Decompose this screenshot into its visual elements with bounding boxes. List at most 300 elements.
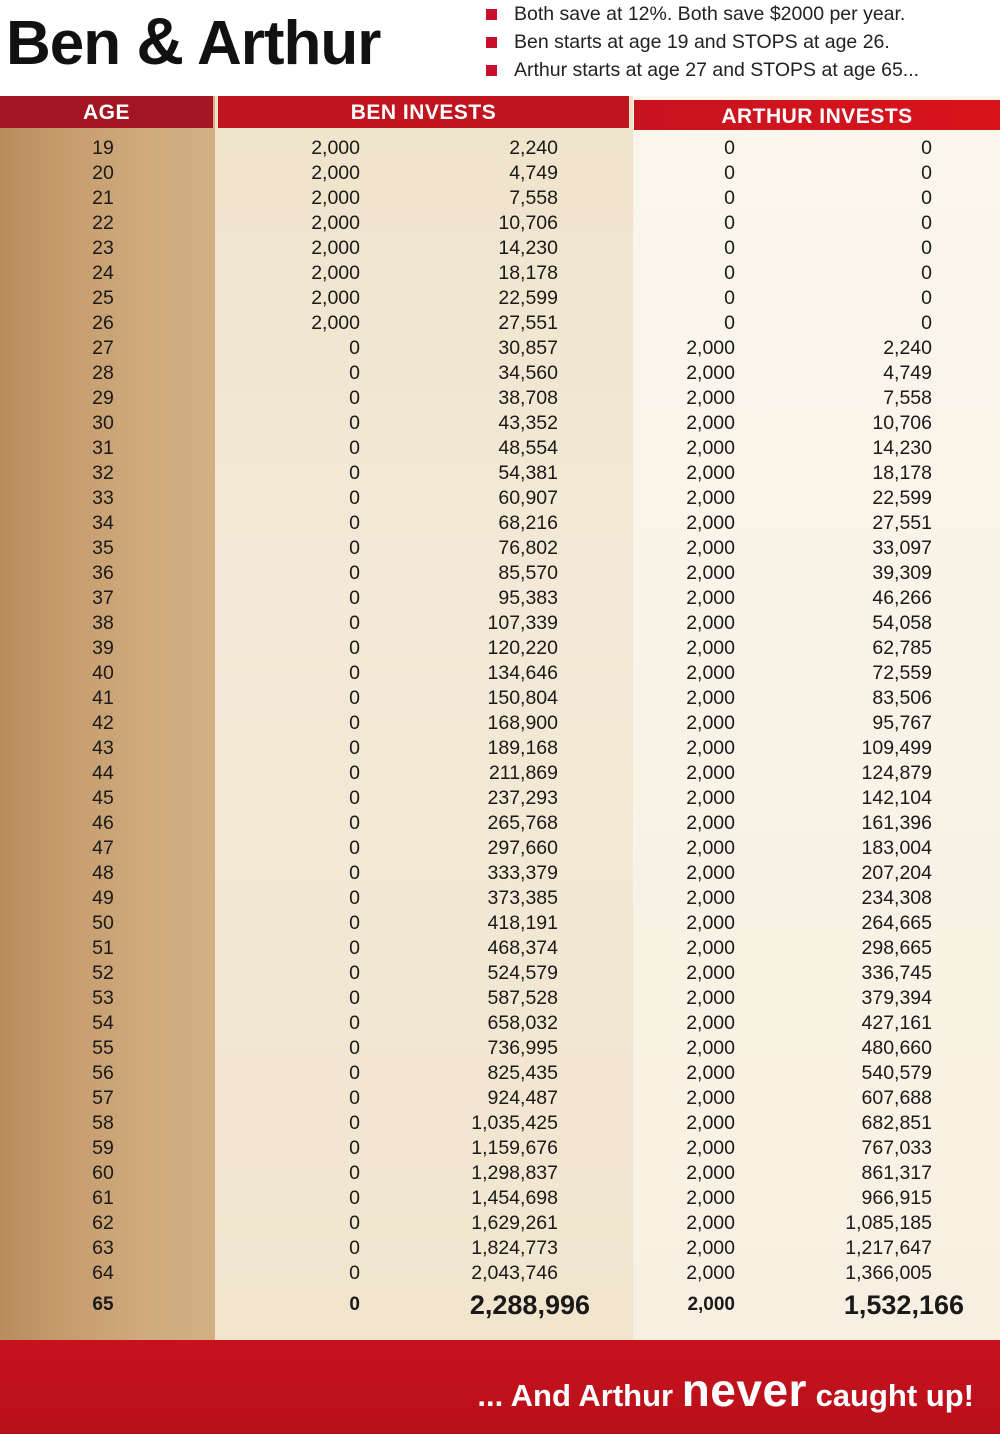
table-row: [0, 661, 1000, 686]
age-cell: 20: [92, 162, 114, 184]
bullet-item: [482, 2, 997, 30]
arthur-invest-cell: 2,000: [686, 1137, 735, 1159]
arthur-invest-cell: 2,000: [686, 487, 735, 509]
age-cell: 61: [92, 1187, 114, 1209]
arthur-total-cell: 298,665: [861, 937, 932, 959]
ben-total-cell: 38,708: [498, 387, 558, 409]
age-cell: 51: [92, 937, 114, 959]
arthur-invest-cell: 2,000: [686, 612, 735, 634]
investment-table: [0, 96, 1000, 1340]
arthur-total-cell: 83,506: [872, 687, 932, 709]
age-cell: 25: [92, 287, 114, 309]
ben-invest-cell: 0: [349, 612, 360, 634]
table-row: [0, 361, 1000, 386]
arthur-invest-cell: 2,000: [686, 1112, 735, 1134]
arthur-total-cell: 480,660: [861, 1037, 932, 1059]
ben-invest-cell: 2,000: [311, 212, 360, 234]
age-cell: 40: [92, 662, 114, 684]
table-row: [0, 1186, 1000, 1211]
bullet-text: Arthur starts at age 27 and STOPS at age 65...: [514, 59, 920, 81]
ben-total-cell: 34,560: [498, 362, 558, 384]
table-row: [0, 1136, 1000, 1161]
ben-invest-cell: 0: [349, 1062, 360, 1084]
table-row: [0, 211, 1000, 236]
table-row: [0, 436, 1000, 461]
table-row: [0, 961, 1000, 986]
age-cell: 47: [92, 837, 114, 859]
arthur-total-cell: 46,266: [872, 587, 932, 609]
ben-total-cell: 333,379: [487, 862, 558, 884]
footer-text-start: ... And Arthur: [477, 1378, 682, 1413]
ben-invest-cell: 0: [349, 387, 360, 409]
arthur-total-cell: 72,559: [872, 662, 932, 684]
ben-invest-cell: 0: [349, 962, 360, 984]
arthur-total-cell: 264,665: [861, 912, 932, 934]
age-cell: 21: [92, 187, 114, 209]
age-cell: 50: [92, 912, 114, 934]
ben-invest-cell: 0: [349, 462, 360, 484]
bullet-item: [482, 58, 997, 86]
bullet-item: [482, 30, 997, 58]
age-cell: 46: [92, 812, 114, 834]
ben-total-cell: 2,240: [509, 137, 558, 159]
ben-total-cell: 120,220: [487, 637, 558, 659]
ben-invest-cell: 0: [349, 1212, 360, 1234]
arthur-invest-cell: 2,000: [686, 562, 735, 584]
ben-invest-cell: 0: [349, 912, 360, 934]
table-row: [0, 536, 1000, 561]
ben-total-cell: 4,749: [509, 162, 558, 184]
arthur-total-cell: 379,394: [861, 987, 932, 1009]
ben-column-header: BEN INVESTS: [218, 96, 629, 128]
ben-total-cell: 1,298,837: [471, 1162, 558, 1184]
ben-invest-cell: 0: [349, 1012, 360, 1034]
age-cell: 27: [92, 337, 114, 359]
table-row: [0, 511, 1000, 536]
ben-total-cell: 85,570: [498, 562, 558, 584]
age-cell: 33: [92, 487, 114, 509]
bullet-text: Both save at 12%. Both save $2000 per year.: [514, 3, 906, 25]
ben-invest-cell: 0: [349, 712, 360, 734]
ben-total-cell: 211,869: [488, 762, 558, 784]
ben-invest-cell: 0: [349, 687, 360, 709]
arthur-invest-cell: 2,000: [686, 1162, 735, 1184]
ben-total-cell: 373,385: [487, 887, 558, 909]
ben-total-cell: 265,768: [487, 812, 558, 834]
ben-invest-cell: 0: [349, 362, 360, 384]
arthur-invest-cell: 2,000: [686, 462, 735, 484]
ben-total-cell: 587,528: [487, 987, 558, 1009]
ben-invest-cell: 2,000: [311, 237, 360, 259]
arthur-invest-cell: 2,000: [686, 1237, 735, 1259]
arthur-invest-cell: 2,000: [686, 437, 735, 459]
arthur-total-cell: 27,551: [872, 512, 932, 534]
arthur-invest-cell: 2,000: [686, 862, 735, 884]
age-cell: 29: [92, 387, 114, 409]
age-cell: 22: [92, 212, 114, 234]
arthur-invest-cell: 2,000: [686, 337, 735, 359]
age-cell: 54: [92, 1012, 114, 1034]
arthur-invest-cell: 0: [724, 137, 735, 159]
age-cell: 36: [92, 562, 114, 584]
ben-total-cell: 30,857: [498, 337, 558, 359]
ben-total-cell: 7,558: [509, 187, 558, 209]
footer-tagline: [477, 1360, 974, 1426]
ben-invest-cell: 0: [349, 487, 360, 509]
arthur-invest-cell: 2,000: [686, 1012, 735, 1034]
table-row: [0, 1086, 1000, 1111]
ben-invest-cell: 0: [349, 1112, 360, 1134]
ben-invest-cell: 0: [349, 1262, 360, 1284]
arthur-invest-cell: 2,000: [686, 737, 735, 759]
age-cell: 26: [92, 312, 114, 334]
ben-total-cell: 2,288,996: [469, 1290, 590, 1320]
arthur-total-cell: 1,085,185: [845, 1212, 932, 1234]
age-cell: 57: [92, 1087, 114, 1109]
arthur-total-cell: 161,396: [861, 812, 932, 834]
arthur-invest-cell: 2,000: [686, 362, 735, 384]
table-row: [0, 1286, 1000, 1320]
ben-total-cell: 1,159,676: [471, 1137, 558, 1159]
arthur-total-cell: 1,366,005: [845, 1262, 932, 1284]
ben-invest-cell: 0: [349, 637, 360, 659]
age-cell: 43: [92, 737, 114, 759]
arthur-total-cell: 1,532,166: [843, 1290, 964, 1320]
age-cell: 42: [92, 712, 114, 734]
table-row: [0, 911, 1000, 936]
arthur-invest-cell: 2,000: [686, 1187, 735, 1209]
table-row: [0, 136, 1000, 161]
age-cell: 31: [92, 437, 114, 459]
ben-total-cell: 54,381: [498, 462, 558, 484]
arthur-total-cell: 0: [921, 212, 932, 234]
arthur-invest-cell: 2,000: [686, 762, 735, 784]
table-row: [0, 711, 1000, 736]
table-row: [0, 1261, 1000, 1286]
age-cell: 30: [92, 412, 114, 434]
arthur-invest-cell: 2,000: [686, 1262, 735, 1284]
ben-total-cell: 1,629,261: [471, 1212, 558, 1234]
arthur-invest-cell: 2,000: [686, 837, 735, 859]
ben-invest-cell: 0: [349, 337, 360, 359]
ben-total-cell: 468,374: [487, 937, 558, 959]
age-cell: 53: [92, 987, 114, 1009]
table-row: [0, 1236, 1000, 1261]
title-ben: Ben: [6, 9, 121, 78]
age-cell: 56: [92, 1062, 114, 1084]
arthur-invest-cell: 2,000: [686, 962, 735, 984]
age-cell: 23: [92, 237, 114, 259]
arthur-column-header: ARTHUR INVESTS: [634, 100, 1000, 130]
footer-text-end: caught up!: [806, 1378, 974, 1413]
arthur-total-cell: 0: [921, 187, 932, 209]
arthur-total-cell: 861,317: [861, 1162, 932, 1184]
arthur-total-cell: 14,230: [872, 437, 932, 459]
arthur-invest-cell: 2,000: [686, 637, 735, 659]
ben-invest-cell: 2,000: [311, 312, 360, 334]
arthur-invest-cell: 2,000: [686, 912, 735, 934]
ben-total-cell: 168,900: [487, 712, 558, 734]
arthur-total-cell: 95,767: [872, 712, 932, 734]
arthur-total-cell: 682,851: [861, 1112, 932, 1134]
ben-invest-cell: 0: [349, 1294, 360, 1315]
arthur-invest-cell: 0: [724, 312, 735, 334]
arthur-total-cell: 767,033: [861, 1137, 932, 1159]
arthur-total-cell: 22,599: [872, 487, 932, 509]
ben-invest-cell: 0: [349, 1162, 360, 1184]
age-cell: 63: [92, 1237, 114, 1259]
arthur-invest-cell: 2,000: [686, 1062, 735, 1084]
arthur-invest-cell: 2,000: [686, 1037, 735, 1059]
arthur-invest-cell: 2,000: [686, 587, 735, 609]
ben-invest-cell: 0: [349, 837, 360, 859]
table-row: [0, 936, 1000, 961]
table-row: [0, 1211, 1000, 1236]
arthur-total-cell: 1,217,647: [845, 1237, 932, 1259]
footer-emphasis: never: [681, 1364, 807, 1416]
table-row: [0, 1036, 1000, 1061]
arthur-invest-cell: 2,000: [686, 537, 735, 559]
arthur-invest-cell: 2,000: [686, 987, 735, 1009]
ben-total-cell: 825,435: [487, 1062, 558, 1084]
ben-invest-cell: 0: [349, 587, 360, 609]
table-row: [0, 786, 1000, 811]
bullet-list: [482, 2, 997, 86]
ben-invest-cell: 2,000: [311, 187, 360, 209]
ben-total-cell: 107,339: [487, 612, 558, 634]
arthur-total-cell: 0: [921, 162, 932, 184]
arthur-total-cell: 966,915: [861, 1187, 932, 1209]
table-row: [0, 486, 1000, 511]
arthur-total-cell: 0: [921, 137, 932, 159]
table-row: [0, 236, 1000, 261]
ben-total-cell: 150,804: [487, 687, 558, 709]
arthur-invest-cell: 2,000: [687, 1294, 735, 1315]
age-cell: 55: [92, 1037, 114, 1059]
arthur-invest-cell: 2,000: [686, 787, 735, 809]
square-bullet-icon: [486, 37, 497, 48]
arthur-invest-cell: 2,000: [686, 687, 735, 709]
ben-invest-cell: 0: [349, 812, 360, 834]
arthur-total-cell: 7,558: [883, 387, 932, 409]
arthur-invest-cell: 2,000: [686, 812, 735, 834]
table-row: [0, 161, 1000, 186]
age-cell: 49: [92, 887, 114, 909]
arthur-total-cell: 207,204: [861, 862, 932, 884]
table-row: [0, 886, 1000, 911]
table-row: [0, 761, 1000, 786]
age-cell: 19: [92, 137, 114, 159]
table-row: [0, 811, 1000, 836]
ben-invest-cell: 2,000: [311, 262, 360, 284]
arthur-total-cell: 0: [921, 287, 932, 309]
arthur-invest-cell: 2,000: [686, 512, 735, 534]
arthur-invest-cell: 2,000: [686, 1087, 735, 1109]
table-row: [0, 1061, 1000, 1086]
age-cell: 59: [92, 1137, 114, 1159]
table-row: [0, 336, 1000, 361]
ben-total-cell: 2,043,746: [471, 1262, 558, 1284]
table-row: [0, 636, 1000, 661]
title-arthur: Arthur: [196, 9, 381, 78]
table-row: [0, 986, 1000, 1011]
arthur-invest-cell: 2,000: [686, 887, 735, 909]
age-cell: 58: [92, 1112, 114, 1134]
age-cell: 37: [92, 587, 114, 609]
bullet-text: Ben starts at age 19 and STOPS at age 26.: [514, 31, 890, 53]
square-bullet-icon: [486, 65, 497, 76]
table-row: [0, 411, 1000, 436]
ben-invest-cell: 0: [349, 987, 360, 1009]
age-cell: 62: [92, 1212, 114, 1234]
arthur-total-cell: 336,745: [861, 962, 932, 984]
title-ampersand: &: [136, 4, 184, 78]
ben-invest-cell: 0: [349, 412, 360, 434]
arthur-total-cell: 54,058: [872, 612, 932, 634]
arthur-invest-cell: 2,000: [686, 937, 735, 959]
table-row: [0, 386, 1000, 411]
table-row: [0, 1161, 1000, 1186]
square-bullet-icon: [486, 9, 497, 20]
ben-invest-cell: 2,000: [311, 137, 360, 159]
arthur-invest-cell: 0: [724, 212, 735, 234]
ben-total-cell: 60,907: [498, 487, 558, 509]
ben-invest-cell: 0: [349, 437, 360, 459]
arthur-total-cell: 62,785: [872, 637, 932, 659]
ben-total-cell: 18,178: [498, 262, 558, 284]
arthur-total-cell: 33,097: [872, 537, 932, 559]
ben-total-cell: 924,487: [487, 1087, 558, 1109]
ben-total-cell: 95,383: [498, 587, 558, 609]
arthur-total-cell: 427,161: [861, 1012, 932, 1034]
table-row: [0, 286, 1000, 311]
arthur-total-cell: 2,240: [883, 337, 932, 359]
age-cell: 24: [92, 262, 114, 284]
arthur-invest-cell: 0: [724, 237, 735, 259]
ben-invest-cell: 0: [349, 537, 360, 559]
arthur-invest-cell: 0: [724, 187, 735, 209]
ben-invest-cell: 0: [349, 887, 360, 909]
ben-invest-cell: 0: [349, 1237, 360, 1259]
arthur-invest-cell: 2,000: [686, 412, 735, 434]
arthur-total-cell: 0: [921, 262, 932, 284]
ben-total-cell: 736,995: [487, 1037, 558, 1059]
ben-invest-cell: 2,000: [311, 162, 360, 184]
ben-invest-cell: 0: [349, 737, 360, 759]
arthur-total-cell: 540,579: [861, 1062, 932, 1084]
table-row: [0, 1011, 1000, 1036]
ben-invest-cell: 0: [349, 787, 360, 809]
age-cell: 39: [92, 637, 114, 659]
age-cell: 48: [92, 862, 114, 884]
ben-total-cell: 14,230: [498, 237, 558, 259]
ben-invest-cell: 2,000: [311, 287, 360, 309]
ben-invest-cell: 0: [349, 662, 360, 684]
table-row: [0, 836, 1000, 861]
arthur-total-cell: 39,309: [872, 562, 932, 584]
arthur-total-cell: 142,104: [861, 787, 932, 809]
age-cell: 52: [92, 962, 114, 984]
arthur-invest-cell: 2,000: [686, 387, 735, 409]
arthur-total-cell: 10,706: [872, 412, 932, 434]
age-cell: 65: [92, 1294, 114, 1315]
table-row: [0, 186, 1000, 211]
ben-total-cell: 27,551: [498, 312, 558, 334]
ben-total-cell: 68,216: [498, 512, 558, 534]
table-row: [0, 1111, 1000, 1136]
ben-total-cell: 10,706: [498, 212, 558, 234]
footer-banner: [0, 1340, 1000, 1434]
arthur-total-cell: 18,178: [872, 462, 932, 484]
ben-total-cell: 658,032: [487, 1012, 558, 1034]
ben-invest-cell: 0: [349, 512, 360, 534]
ben-total-cell: 48,554: [498, 437, 558, 459]
table-row: [0, 736, 1000, 761]
ben-invest-cell: 0: [349, 1037, 360, 1059]
ben-total-cell: 524,579: [487, 962, 558, 984]
table-row: [0, 561, 1000, 586]
arthur-total-cell: 4,749: [883, 362, 932, 384]
arthur-total-cell: 234,308: [861, 887, 932, 909]
ben-invest-cell: 0: [349, 937, 360, 959]
ben-total-cell: 22,599: [498, 287, 558, 309]
ben-invest-cell: 0: [349, 1087, 360, 1109]
ben-total-cell: 1,454,698: [471, 1187, 558, 1209]
ben-total-cell: 237,293: [487, 787, 558, 809]
age-column-header: AGE: [0, 96, 213, 128]
table-row: [0, 261, 1000, 286]
age-cell: 38: [92, 612, 114, 634]
arthur-invest-cell: 0: [724, 262, 735, 284]
ben-total-cell: 134,646: [487, 662, 558, 684]
ben-invest-cell: 0: [349, 1187, 360, 1209]
arthur-invest-cell: 0: [724, 287, 735, 309]
arthur-invest-cell: 2,000: [686, 662, 735, 684]
age-cell: 32: [92, 462, 114, 484]
ben-total-cell: 418,191: [487, 912, 558, 934]
table-row: [0, 861, 1000, 886]
table-body: [0, 136, 1000, 1320]
age-cell: 64: [92, 1262, 114, 1284]
arthur-invest-cell: 2,000: [686, 712, 735, 734]
age-cell: 45: [92, 787, 114, 809]
ben-invest-cell: 0: [349, 562, 360, 584]
ben-total-cell: 76,802: [498, 537, 558, 559]
page-title: [6, 0, 380, 85]
age-cell: 34: [92, 512, 114, 534]
age-cell: 35: [92, 537, 114, 559]
arthur-total-cell: 0: [921, 312, 932, 334]
ben-total-cell: 43,352: [498, 412, 558, 434]
table-row: [0, 311, 1000, 336]
header: [0, 0, 1000, 96]
arthur-total-cell: 607,688: [861, 1087, 932, 1109]
ben-total-cell: 189,168: [487, 737, 558, 759]
ben-invest-cell: 0: [349, 762, 360, 784]
arthur-total-cell: 0: [921, 237, 932, 259]
ben-invest-cell: 0: [349, 1137, 360, 1159]
table-row: [0, 461, 1000, 486]
table-row: [0, 686, 1000, 711]
age-cell: 41: [92, 687, 114, 709]
age-cell: 44: [92, 762, 114, 784]
table-row: [0, 586, 1000, 611]
age-cell: 28: [92, 362, 114, 384]
table-row: [0, 611, 1000, 636]
arthur-total-cell: 183,004: [861, 837, 932, 859]
ben-total-cell: 1,824,773: [471, 1237, 558, 1259]
ben-total-cell: 1,035,425: [471, 1112, 558, 1134]
